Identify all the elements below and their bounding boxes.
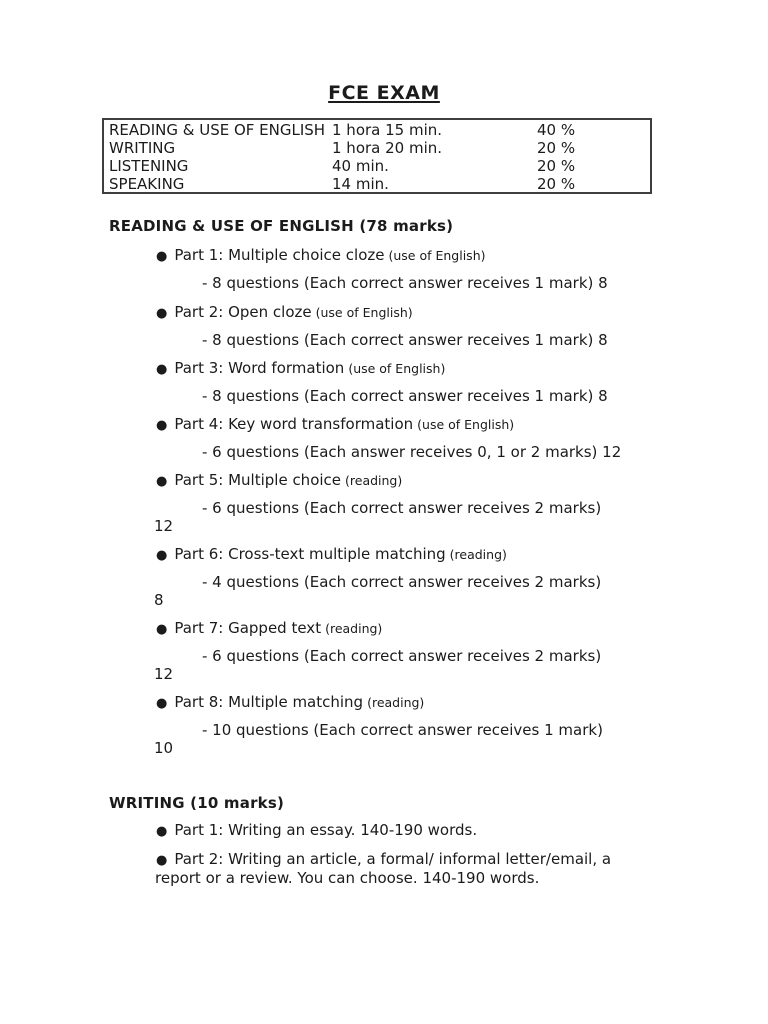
table-row xyxy=(109,139,650,157)
list-item-tag: (use of English) xyxy=(417,417,515,432)
list-item-writing-part2 xyxy=(156,850,611,870)
list-item-detail: - 8 questions (Each correct answer receives 1 mark) 8 xyxy=(202,387,608,405)
list-item-detail: - 8 questions (Each correct answer receives 1 mark) 8 xyxy=(202,331,608,349)
list-item-label: Part 4: Key word transformation xyxy=(174,415,414,433)
bullet-icon: ● xyxy=(156,249,168,264)
list-item-detail-overflow: 8 xyxy=(154,591,164,609)
table-cell-duration: 40 min. xyxy=(332,157,389,175)
list-item-part5 xyxy=(156,471,402,491)
bullet-icon: ● xyxy=(156,696,168,711)
bullet-icon: ● xyxy=(156,306,168,321)
list-item-tag: (reading) xyxy=(367,695,425,710)
list-item-part2 xyxy=(156,303,413,323)
page-title-text: FCE EXAM xyxy=(328,82,440,104)
list-item-label: Part 3: Word formation xyxy=(174,359,345,377)
list-item-label: Part 6: Cross-text multiple matching xyxy=(174,545,446,563)
list-item-detail-overflow: 12 xyxy=(154,517,174,535)
list-item-part6 xyxy=(156,545,507,565)
page-title xyxy=(0,81,768,105)
bullet-icon: ● xyxy=(156,548,168,563)
list-item-part1 xyxy=(156,246,486,266)
list-item-tag: (use of English) xyxy=(315,305,413,320)
table-row xyxy=(109,121,650,139)
list-item-label: Part 5: Multiple choice xyxy=(174,471,342,489)
table-row xyxy=(109,175,650,193)
list-item-label: Part 1: Multiple choice cloze xyxy=(174,246,385,264)
list-item-label: Part 2: Open cloze xyxy=(174,303,312,321)
table-cell-weight: 20 % xyxy=(537,175,576,193)
table-cell-duration: 14 min. xyxy=(332,175,389,193)
list-item-writing-part1 xyxy=(156,821,477,841)
list-item-part3 xyxy=(156,359,445,379)
list-item-tag: (use of English) xyxy=(348,361,446,376)
bullet-icon: ● xyxy=(156,824,168,839)
table-cell-section: LISTENING xyxy=(109,157,189,175)
table-cell-section: WRITING xyxy=(109,139,176,157)
bullet-icon: ● xyxy=(156,853,168,868)
bullet-icon: ● xyxy=(156,474,168,489)
bullet-icon: ● xyxy=(156,362,168,377)
list-item-part8 xyxy=(156,693,424,713)
bullet-icon: ● xyxy=(156,418,168,433)
list-item-detail-overflow: 12 xyxy=(154,665,174,683)
bullet-icon: ● xyxy=(156,622,168,637)
table-cell-weight: 20 % xyxy=(537,139,576,157)
list-item-part7 xyxy=(156,619,382,639)
section-heading-writing: WRITING (10 marks) xyxy=(109,794,285,812)
list-item-tag: (reading) xyxy=(325,621,383,636)
list-item-label: Part 1: Writing an essay. 140-190 words. xyxy=(174,821,478,839)
list-item-tag: (reading) xyxy=(449,547,507,562)
table-cell-section: SPEAKING xyxy=(109,175,185,193)
table-cell-duration: 1 hora 20 min. xyxy=(332,139,443,157)
list-item-continuation: report or a review. You can choose. 140-190 words. xyxy=(155,869,540,887)
list-item-detail: - 4 questions (Each correct answer receives 2 marks) xyxy=(202,573,602,591)
table-cell-section: READING & USE OF ENGLISH xyxy=(109,121,326,139)
list-item-detail: - 6 questions (Each correct answer receives 2 marks) xyxy=(202,647,602,665)
list-item-label: Part 7: Gapped text xyxy=(174,619,322,637)
list-item-detail: - 10 questions (Each correct answer receives 1 mark) xyxy=(202,721,603,739)
list-item-label: Part 8: Multiple matching xyxy=(174,693,364,711)
list-item-part4 xyxy=(156,415,514,435)
table-cell-weight: 40 % xyxy=(537,121,576,139)
list-item-tag: (reading) xyxy=(345,473,403,488)
table-cell-weight: 20 % xyxy=(537,157,576,175)
list-item-label: Part 2: Writing an article, a formal/ informal letter/email, a xyxy=(174,850,612,868)
list-item-tag: (use of English) xyxy=(388,248,486,263)
list-item-detail: - 6 questions (Each correct answer receives 2 marks) xyxy=(202,499,602,517)
list-item-detail: - 6 questions (Each answer receives 0, 1 or 2 marks) 12 xyxy=(202,443,622,461)
list-item-detail-overflow: 10 xyxy=(154,739,174,757)
section-heading-reading: READING & USE OF ENGLISH (78 marks) xyxy=(109,217,454,235)
exam-overview-table xyxy=(102,118,652,194)
table-row xyxy=(109,157,650,175)
list-item-detail: - 8 questions (Each correct answer receives 1 mark) 8 xyxy=(202,274,608,292)
table-cell-duration: 1 hora 15 min. xyxy=(332,121,443,139)
